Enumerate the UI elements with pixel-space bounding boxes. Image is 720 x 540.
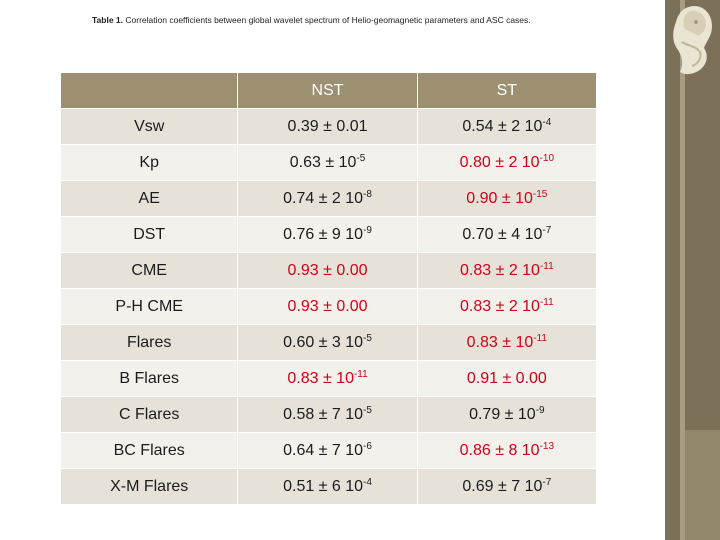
cell-nst-value: 0.51 ± 6 10: [283, 477, 364, 495]
row-label: B Flares: [61, 361, 238, 397]
cell-st-exponent: -4: [542, 116, 552, 128]
header-row: [61, 73, 597, 109]
row-label: Flares: [61, 325, 238, 361]
cell-nst-value: 0.58 ± 7 10: [283, 405, 364, 423]
row-label: CME: [61, 253, 238, 289]
cell-nst: [238, 289, 417, 325]
row-label: Kp: [61, 145, 238, 181]
table-row: [61, 325, 597, 361]
cell-st-value: 0.86 ± 8 10: [459, 441, 540, 459]
cell-nst-value: 0.83 ± 10: [287, 369, 354, 387]
cell-nst-value: 0.74 ± 2 10: [283, 189, 364, 207]
cell-nst: [238, 109, 417, 145]
cell-nst-exponent: -5: [356, 152, 366, 164]
table-row: [61, 145, 597, 181]
caption-label: Table 1.: [92, 15, 124, 25]
cell-nst: [238, 145, 417, 181]
cell-st: [417, 289, 596, 325]
table-row: [61, 217, 597, 253]
cell-nst-value: 0.39 ± 0.01: [287, 117, 368, 135]
cell-nst-value: 0.93 ± 0.00: [287, 297, 368, 315]
table-row: [61, 109, 597, 145]
correlation-table: [60, 72, 597, 505]
cell-nst-exponent: -5: [363, 332, 372, 344]
cell-st-value: 0.70 ± 4 10: [462, 225, 543, 243]
cell-st: [417, 361, 596, 397]
cell-st-exponent: -7: [542, 224, 552, 236]
cell-st: [417, 217, 596, 253]
cell-st-exponent: -11: [539, 296, 554, 308]
cell-nst-value: 0.76 ± 9 10: [283, 225, 364, 243]
cell-st: [417, 181, 596, 217]
cell-st: [417, 253, 596, 289]
cell-st-value: 0.83 ± 2 10: [460, 297, 540, 315]
cell-st: [417, 469, 596, 505]
cell-nst-value: 0.93 ± 0.00: [287, 261, 368, 279]
table-row: [61, 433, 597, 469]
table-row: [61, 397, 597, 433]
cell-st-value: 0.80 ± 2 10: [459, 153, 540, 171]
cell-st-exponent: -13: [539, 440, 555, 452]
cell-st-exponent: -11: [539, 260, 554, 272]
cell-st-value: 0.83 ± 10: [466, 333, 534, 351]
caption-text: Correlation coefficients between global wavelet spectrum of Helio-geomagnetic parameters and ASC cases.: [125, 15, 531, 25]
table-row: [61, 289, 597, 325]
cell-st-exponent: -9: [535, 404, 545, 416]
cell-st-exponent: -11: [533, 332, 547, 344]
cell-nst-value: 0.64 ± 7 10: [283, 441, 364, 459]
table-row: [61, 361, 597, 397]
cell-nst: [238, 325, 417, 361]
cell-nst: [238, 397, 417, 433]
cell-nst-exponent: -5: [363, 404, 372, 416]
cell-st-value: 0.79 ± 10: [469, 405, 536, 423]
table-row: [61, 181, 597, 217]
cell-st: [417, 325, 596, 361]
cell-nst-value: 0.60 ± 3 10: [283, 333, 364, 351]
cell-st-exponent: -15: [532, 188, 548, 200]
cell-nst: [238, 469, 417, 505]
cell-st-value: 0.90 ± 10: [466, 189, 533, 207]
cell-st-value: 0.69 ± 7 10: [462, 477, 543, 495]
row-label: AE: [61, 181, 238, 217]
header-st: ST: [417, 73, 596, 109]
table-caption: [92, 14, 552, 26]
cell-st-exponent: -10: [539, 152, 555, 164]
cell-nst-exponent: -8: [363, 188, 372, 200]
cell-st-value: 0.83 ± 2 10: [460, 261, 540, 279]
row-label: BC Flares: [61, 433, 238, 469]
cell-nst-exponent: -6: [363, 440, 372, 452]
cell-nst-exponent: -4: [363, 476, 372, 488]
cell-st-value: 0.91 ± 0.00: [466, 369, 547, 387]
cell-nst-exponent: -9: [363, 224, 372, 236]
row-label: X-M Flares: [61, 469, 238, 505]
sidebar-block: [685, 430, 720, 540]
row-label: P-H CME: [61, 289, 238, 325]
cell-st: [417, 397, 596, 433]
helmeted-head-emblem-icon: [668, 2, 718, 82]
cell-nst: [238, 181, 417, 217]
cell-st: [417, 433, 596, 469]
cell-nst: [238, 433, 417, 469]
cell-st: [417, 145, 596, 181]
table-row: [61, 469, 597, 505]
table-body: [61, 109, 597, 505]
cell-st-value: 0.54 ± 2 10: [462, 117, 543, 135]
table-row: [61, 253, 597, 289]
cell-nst: [238, 361, 417, 397]
row-label: C Flares: [61, 397, 238, 433]
row-label: Vsw: [61, 109, 238, 145]
cell-nst-value: 0.63 ± 10: [289, 153, 357, 171]
row-label: DST: [61, 217, 238, 253]
cell-nst: [238, 253, 417, 289]
cell-st: [417, 109, 596, 145]
cell-nst: [238, 217, 417, 253]
cell-st-exponent: -7: [542, 476, 552, 488]
header-nst: NST: [238, 73, 417, 109]
header-empty-cell: [61, 73, 238, 109]
cell-nst-exponent: -11: [353, 368, 368, 380]
